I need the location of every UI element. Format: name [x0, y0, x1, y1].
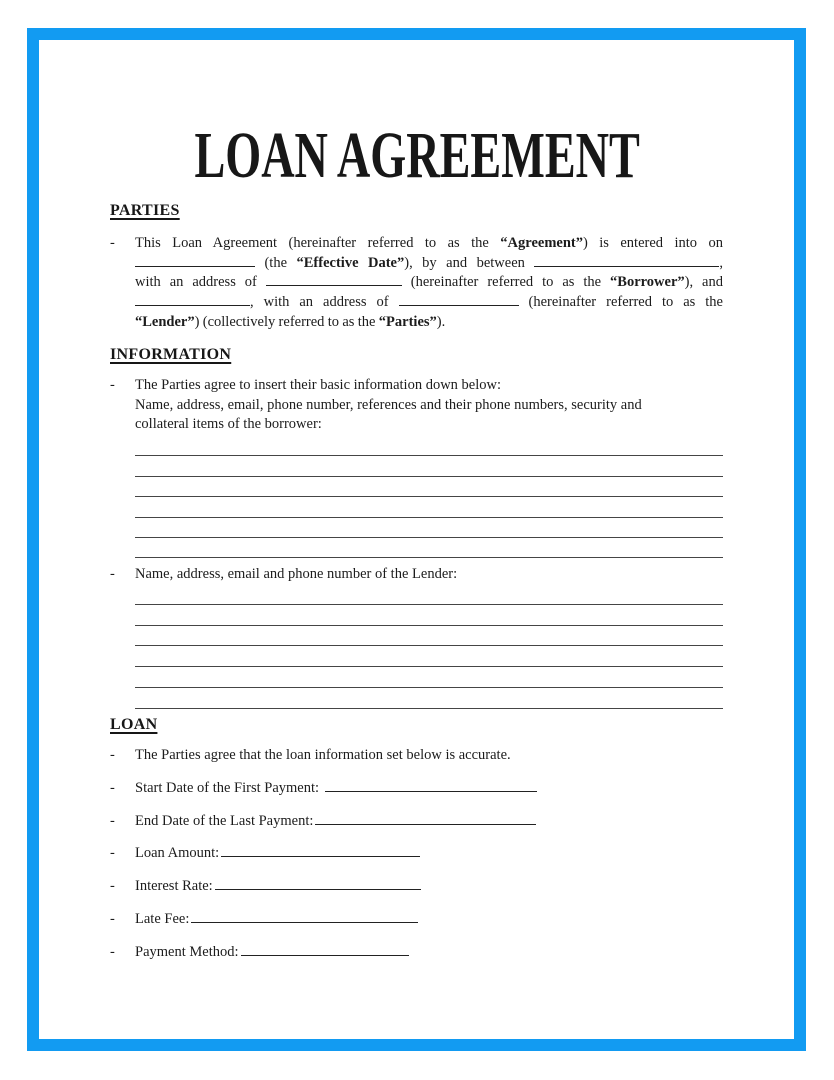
lender-address-blank: [399, 294, 519, 306]
information-bullet-2-text: Name, address, email and phone number of the Lender:: [135, 566, 458, 582]
bullet-dash: -: [110, 235, 115, 251]
start-date-label: Start Date of the First Payment:: [135, 779, 320, 796]
parties-line-3-mid: (hereinafter referred to as the: [401, 274, 611, 291]
loan-statement-text: The Parties agree that the loan information set below is accurate.: [135, 747, 511, 763]
parties-line-4-end: (hereinafter referred to as the: [518, 294, 723, 311]
payment-method-blank: [241, 942, 409, 956]
information-bullet-1: [110, 376, 723, 435]
section-heading-loan: LOAN: [110, 716, 158, 733]
loan-fields-list: [110, 745, 723, 975]
interest-rate-blank: [215, 876, 421, 890]
interest-rate-label: Interest Rate:: [135, 878, 213, 895]
ruled-blank-line: [135, 477, 723, 497]
document-title-text: LOAN AGREEMENT: [194, 119, 640, 192]
parties-paragraph: [110, 234, 723, 332]
effective-date-blank: [135, 255, 255, 267]
borrower-info-write-in-area: [135, 436, 723, 558]
ruled-blank-line: [135, 497, 723, 517]
parties-line-5-text: ) (collectively referred to as the: [194, 313, 379, 330]
bullet-dash: -: [110, 878, 115, 895]
lender-info-write-in-area: [135, 584, 723, 709]
loan-statement-row: [110, 745, 723, 765]
bullet-dash: -: [110, 747, 115, 763]
end-date-blank: [315, 811, 536, 825]
loan-amount-label: Loan Amount:: [135, 845, 220, 862]
parties-line-5-end: ).: [436, 313, 446, 330]
bullet-dash: -: [110, 943, 115, 960]
section-heading-parties: PARTIES: [110, 202, 180, 219]
information-bullet-1-text: [135, 376, 723, 435]
bullet-dash: -: [110, 845, 115, 862]
agreement-term: “Agreement”: [500, 235, 583, 251]
information-bullet-1-line-3: collateral items of the borrower:: [135, 416, 322, 433]
ruled-blank-line: [135, 538, 723, 558]
parties-line-4-text: , with an address of: [250, 294, 399, 311]
parties-line-4: [135, 293, 723, 313]
loan-field-interest-rate: [110, 876, 723, 896]
information-bullet-1-line-1: The Parties agree to insert their basic information down below:: [135, 377, 502, 393]
parties-paragraph-text: [135, 234, 723, 332]
ruled-blank-line: [135, 456, 723, 476]
parties-line-3-text: with an address of: [135, 274, 266, 291]
ruled-blank-line: [135, 667, 723, 688]
borrower-term: “Borrower”: [610, 274, 685, 291]
loan-field-payment-method: [110, 942, 723, 962]
parties-line-1-text: This Loan Agreement (hereinafter referred to as the: [135, 235, 501, 251]
ruled-blank-line: [135, 688, 723, 709]
parties-line-3-end: ), and: [684, 274, 723, 291]
loan-field-late-fee: [110, 909, 723, 929]
parties-line-3: [135, 273, 723, 293]
lender-name-blank: [135, 294, 250, 306]
ruled-blank-line: [135, 584, 723, 605]
loan-amount-blank: [221, 843, 420, 857]
end-date-label: End Date of the Last Payment:: [135, 812, 314, 829]
document-title: [0, 119, 834, 192]
loan-field-loan-amount: [110, 843, 723, 863]
loan-field-start-date: [110, 778, 723, 798]
bullet-dash: -: [110, 910, 115, 927]
payment-method-label: Payment Method:: [135, 943, 239, 960]
loan-field-end-date: [110, 811, 723, 831]
parties-line-2: [135, 254, 723, 274]
bullet-dash: -: [110, 812, 115, 829]
bullet-dash: -: [110, 779, 115, 796]
information-bullet-2: [110, 565, 723, 585]
section-heading-information: INFORMATION: [110, 346, 232, 363]
ruled-blank-line: [135, 436, 723, 456]
ruled-blank-line: [135, 518, 723, 538]
borrower-name-blank: [534, 255, 719, 267]
late-fee-blank: [191, 909, 418, 923]
parties-line-2-mid: ), by and between: [404, 254, 535, 271]
bullet-dash: -: [110, 377, 115, 393]
ruled-blank-line: [135, 626, 723, 647]
bullet-dash: -: [110, 566, 115, 582]
information-bullet-1-line-2: Name, address, email, phone number, references and their phone numbers, security and: [135, 396, 642, 413]
borrower-address-blank: [266, 274, 402, 286]
start-date-blank: [325, 778, 537, 792]
late-fee-label: Late Fee:: [135, 910, 190, 927]
ruled-blank-line: [135, 646, 723, 667]
parties-line-1-end: ) is entered into on: [582, 235, 723, 251]
effective-date-term: “Effective Date”: [296, 254, 405, 271]
lender-term: “Lender”: [135, 313, 195, 330]
parties-line-1: [135, 234, 723, 254]
parties-line-5: [135, 313, 723, 333]
parties-line-2-text: (the: [255, 254, 297, 271]
parties-line-2-end: ,: [719, 254, 723, 271]
ruled-blank-line: [135, 605, 723, 626]
parties-term: “Parties”: [378, 313, 437, 330]
